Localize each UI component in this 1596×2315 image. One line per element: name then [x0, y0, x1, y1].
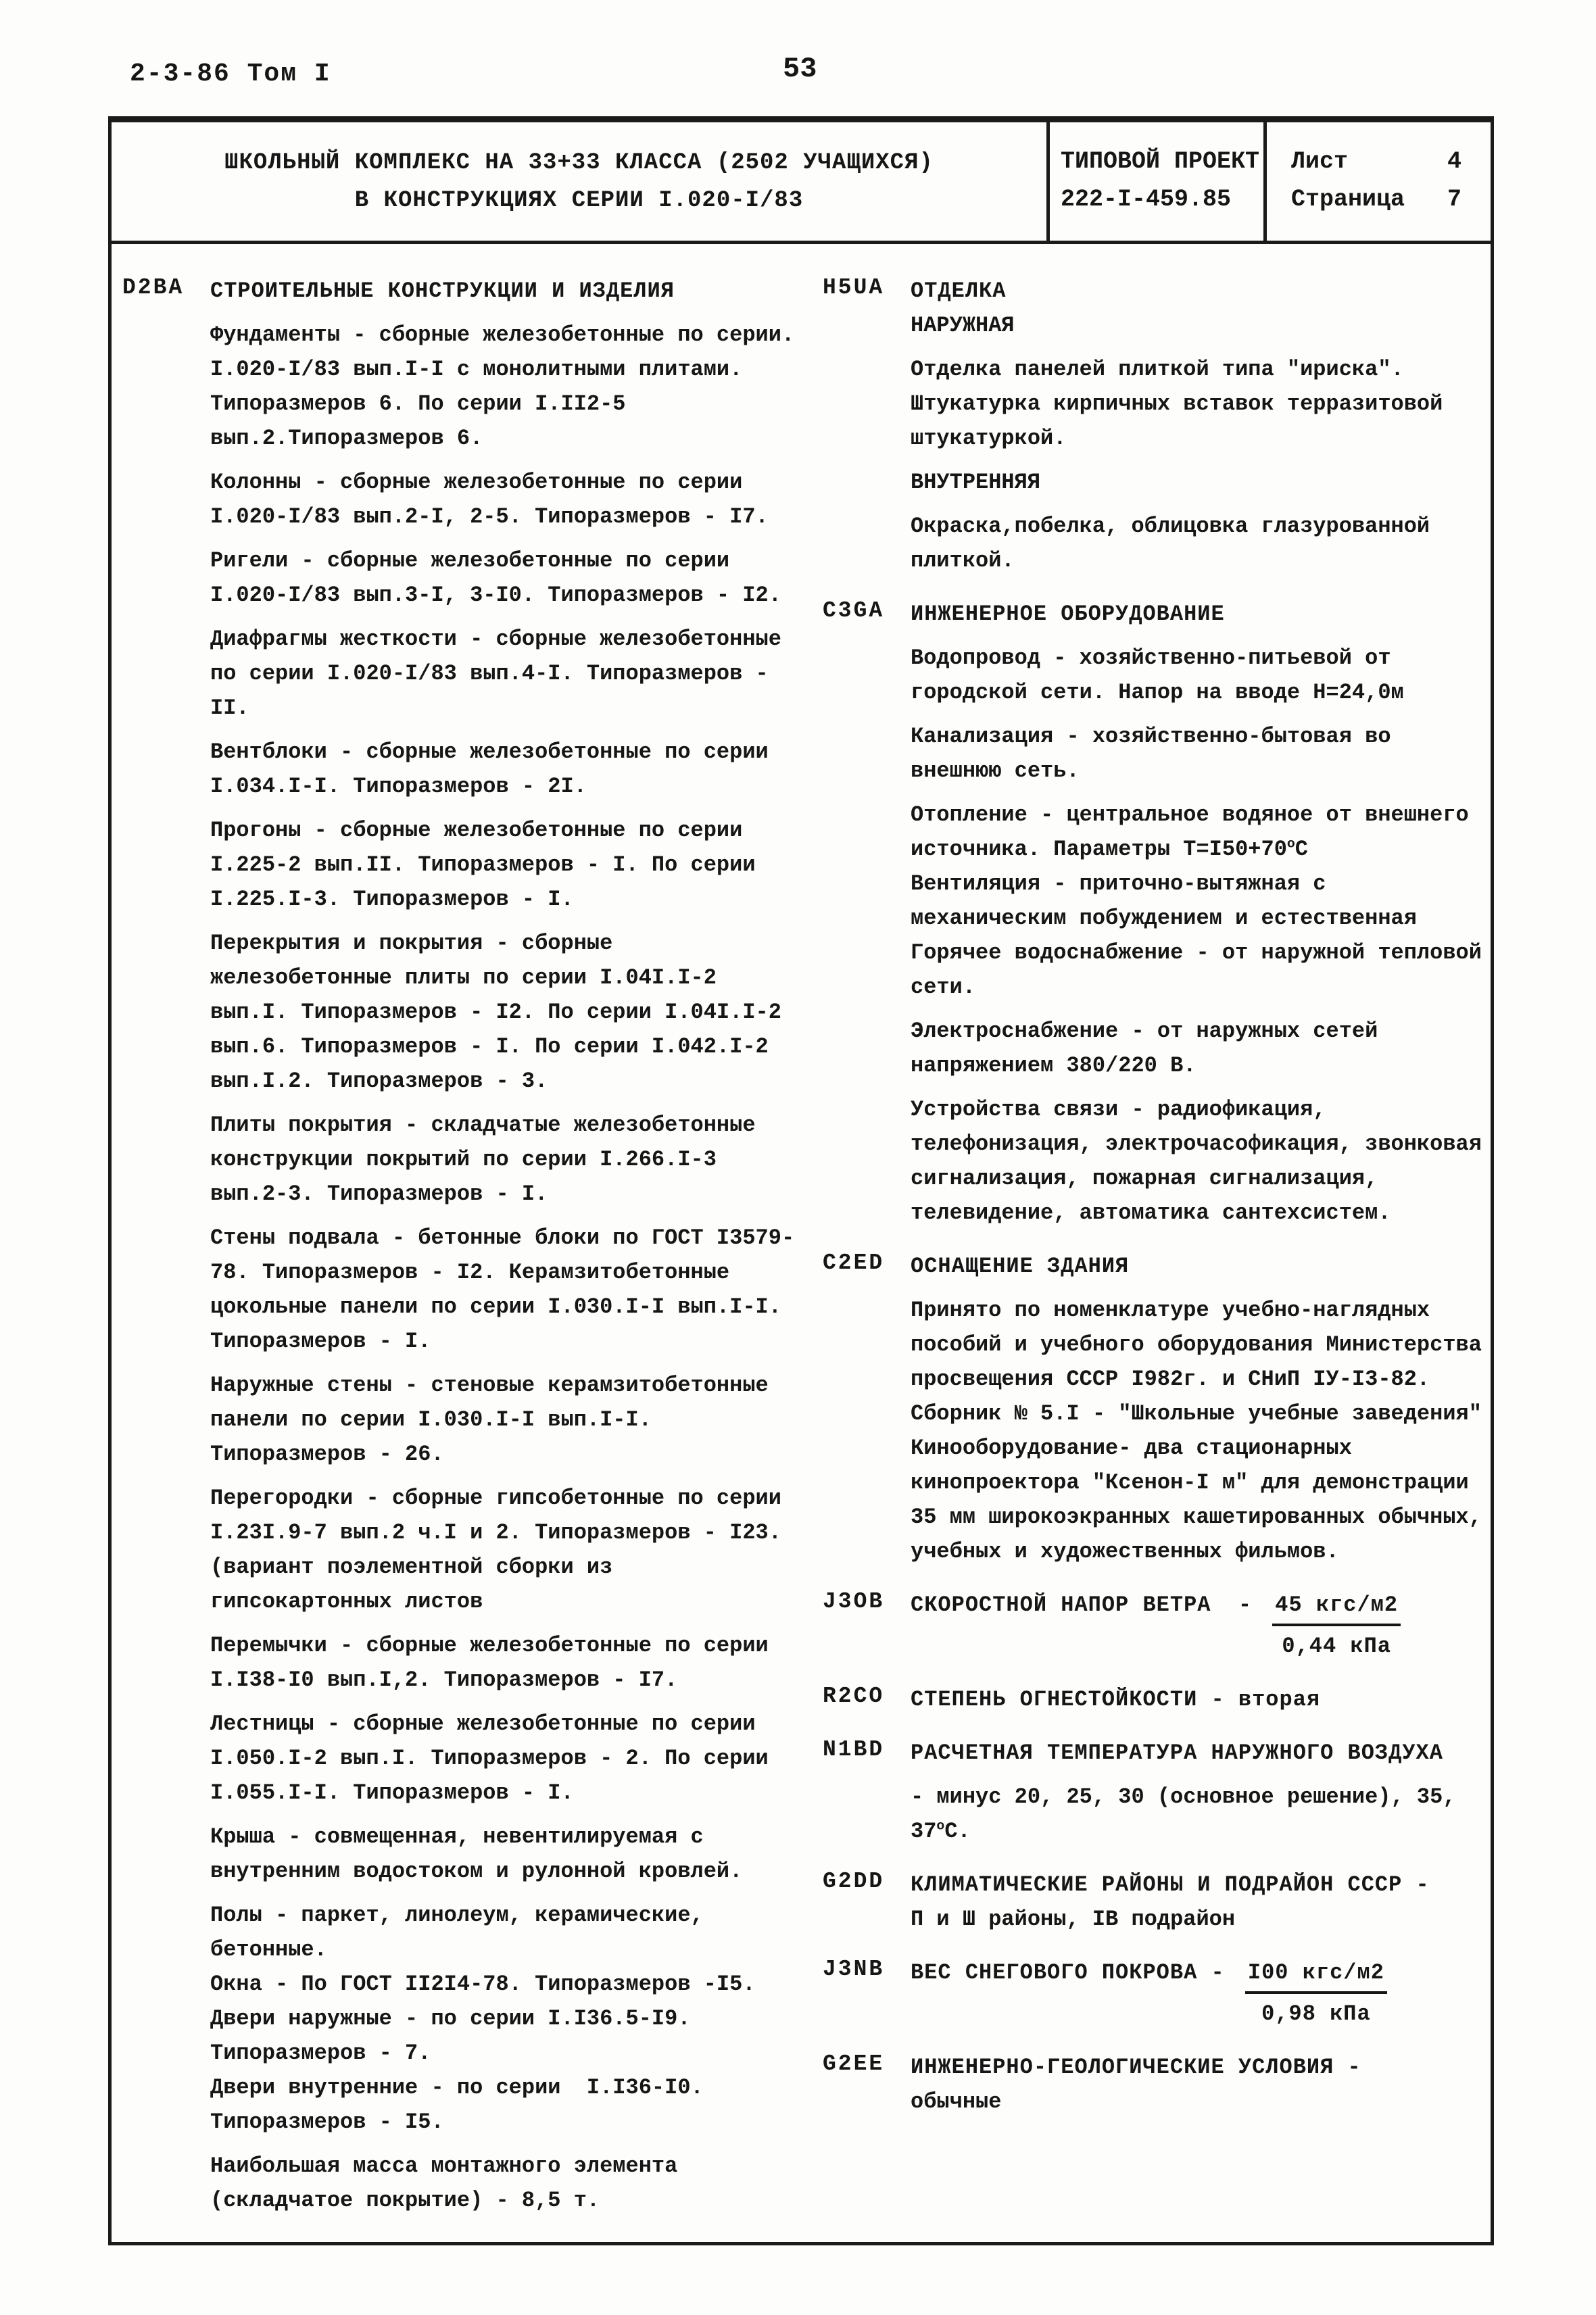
document-title-line1: ШКОЛЬНЫЙ КОМПЛЕКС НА 33+33 КЛАССА (2502 УЧАЩИХСЯ) — [224, 149, 934, 176]
section-J3NB — [823, 1955, 1485, 2031]
paragraph: Кинооборудование- два стационарных кинопроектора "Ксенон-I м" для демонстрации 35 мм широкоэкранных кашетированных обычных, учебных и художественных фильмов. — [911, 1436, 1495, 1564]
left-column — [122, 274, 806, 2218]
paragraph: Электроснабжение - от наружных сетей напряжением 380/220 В. — [911, 1019, 1391, 1078]
section-content — [911, 1249, 1495, 1569]
section-D2BA — [122, 274, 806, 2218]
document-frame — [108, 116, 1494, 2245]
paragraph: Стены подвала - бетонные блоки по ГОСТ I3579-78. Типоразмеров - I2. Керамзитобетонные цокольные панели по серии I.030.I-I вып.I-I. Типоразмеров - I. — [210, 1225, 795, 1354]
paragraph: Устройства связи - радиофикация, телефонизация, электрочасофикация, звонковая сигнализация, пожарная сигнализация, телевидение, автоматика сантехсистем. — [911, 1097, 1495, 1225]
paragraph: Полы - паркет, линолеум, керамические, бетонные. — [210, 1903, 717, 1962]
title-cell — [112, 122, 1046, 241]
paragraph: Диафрагмы жесткости - сборные железобетонные по серии I.020-I/83 вып.4-I. Типоразмеров - II. — [210, 627, 795, 721]
subheading: НАРУЖНАЯ — [911, 313, 1015, 338]
section-heading: ОСНАЩЕНИЕ ЗДАНИЯ — [911, 1254, 1130, 1279]
section-content — [210, 274, 806, 2218]
right-column — [823, 274, 1495, 2119]
section-G2EE — [823, 2050, 1485, 2119]
section-J3OB — [823, 1588, 1485, 1663]
project-number: 222-I-459.85 — [1061, 186, 1232, 213]
section-code: Н5UA — [823, 275, 885, 300]
paragraph: Колонны - сборные железобетонные по серии I.020-I/83 вып.2-I, 2-5. Типоразмеров - I7. — [210, 470, 769, 529]
page-value: 7 — [1447, 186, 1461, 213]
title-block — [112, 122, 1491, 244]
section-content — [911, 1682, 1485, 1717]
paragraph: Окна - По ГОСТ II2I4-78. Типоразмеров -I5. — [210, 1972, 756, 1997]
section-code: J3OB — [823, 1589, 885, 1614]
section-heading: СТЕПЕНЬ ОГНЕСТОЙКОСТИ - вторая — [911, 1687, 1321, 1712]
value-alt-unit: 0,44 кПа — [1282, 1634, 1391, 1659]
section-code: G2DD — [823, 1869, 885, 1894]
project-cell — [1046, 122, 1263, 241]
section-heading: СКОРОСТНОЙ НАПОР ВЕТРА - $\frac{\text{45 кгс/м2}}{\text{0,44 кПа}}$ — [911, 1588, 1485, 1663]
degree-superscript: о — [1286, 835, 1295, 852]
paragraph: Наибольшая масса монтажного элемента (складчатое покрытие) - 8,5 т. — [210, 2153, 691, 2213]
degree-superscript: о — [936, 1818, 945, 1834]
sheet-label: Лист — [1291, 148, 1349, 175]
subheading: ВНУТРЕННЯЯ — [911, 470, 1041, 495]
paragraph: Лестницы - сборные железобетонные по серии I.050.I-2 вып.I. Типоразмеров - 2. По серии I.055.I-I. Типоразмеров - I. — [210, 1711, 781, 1805]
paragraph: Окраска,побелка, облицовка глазурованной плиткой. — [911, 514, 1443, 573]
section-content — [911, 597, 1495, 1230]
project-type-label: ТИПОВОЙ ПРОЕКТ — [1061, 148, 1260, 175]
paragraph: Перегородки - сборные гипсобетонные по серии I.23I.9-7 вып.2 ч.I и 2. Типоразмеров - I23. (вариант поэлементной сборки из гипсокартонных листов — [210, 1486, 795, 1614]
volume-label: 2-3-86 Том I — [130, 59, 331, 89]
section-content — [911, 2050, 1485, 2119]
document-title-line2: В КОНСТРУКЦИЯХ СЕРИИ I.020-I/83 — [354, 187, 804, 214]
value-alt-unit: 0,98 кПа — [1261, 2001, 1371, 2026]
value-underlined: 45 кгс/м2 — [1272, 1588, 1401, 1626]
section-heading: СТРОИТЕЛЬНЫЕ КОНСТРУКЦИИ И ИЗДЕЛИЯ — [210, 278, 675, 303]
section-heading: ИНЖЕНЕРНО-ГЕОЛОГИЧЕСКИЕ УСЛОВИЯ - — [911, 2055, 1361, 2080]
paragraph: Отделка панелей плиткой типа "ириска". Штукатурка кирпичных вставок терразитовой штукатуркой. — [911, 357, 1456, 451]
section-N1BD — [823, 1736, 1485, 1849]
paragraph: Принято по номенклатуре учебно-наглядных пособий и учебного оборудования Министерства просвещения СССР I982г. и СНиП IУ-I3-82. Сборник № 5.I - "Школьные учебные заведения" — [911, 1298, 1495, 1426]
section-code: J3NB — [823, 1957, 885, 1982]
paragraph: Канализация - хозяйственно-бытовая во внешнюю сеть. — [911, 724, 1404, 783]
page-number: 53 — [783, 53, 817, 85]
section-C3GA — [823, 597, 1495, 1230]
section-heading: РАСЧЕТНАЯ ТЕМПЕРАТУРА НАРУЖНОГО ВОЗДУХА — [911, 1740, 1443, 1765]
paragraph: Фундаменты - сборные железобетонные по серии. I.020-I/83 вып.I-I с монолитными плитами. Типоразмеров 6. По серии I.II2-5 вып.2.Типоразмеров 6. — [210, 322, 808, 451]
paragraph: Перекрытия и покрытия - сборные железобетонные плиты по серии I.04I.I-2 вып.I. Типоразмеров - I2. По серии I.04I.I-2 вып.6. Типоразмеров - I. По серии I.042.I-2 вып.I.2. Типоразмеров - 3. — [210, 931, 795, 1094]
page-line — [1291, 180, 1461, 218]
paragraph: Горячее водоснабжение - от наружной тепловой сети. — [911, 940, 1495, 1000]
paragraph: Водопровод - хозяйственно-питьевой от городской сети. Напор на вводе Н=24,0м — [911, 645, 1404, 705]
paragraph: - минус 20, 25, 30 (основное решение), 35, $37^оС$. — [911, 1784, 1469, 1844]
paragraph: Двери наружные - по серии I.I36.5-I9. Типоразмеров - 7. — [210, 2006, 704, 2066]
value-underlined: I00 кгс/м2 — [1245, 1955, 1387, 1994]
paragraph: Плиты покрытия - складчатые железобетонные конструкции покрытий по серии I.266.I-3 вып.2-3. Типоразмеров - I. — [210, 1113, 769, 1207]
section-content — [911, 1868, 1485, 1936]
paragraph: обычные — [911, 2089, 1002, 2114]
section-C2ED — [823, 1249, 1495, 1569]
section-code: C2ED — [823, 1250, 885, 1275]
paragraph: Перемычки - сборные железобетонные по серии I.I38-I0 вып.I,2. Типоразмеров - I7. — [210, 1633, 781, 1692]
section-content — [911, 1955, 1485, 2031]
paragraph: Вентблоки - сборные железобетонные по серии I.034.I-I. Типоразмеров - 2I. — [210, 739, 781, 799]
paragraph: Наружные стены - стеновые керамзитобетонные панели по серии I.030.I-I вып.I-I. Типоразмеров - 26. — [210, 1373, 781, 1467]
value-fraction — [1245, 1955, 1387, 2031]
section-code: R2CO — [823, 1684, 885, 1709]
paragraph: Вентиляция - приточно-вытяжная с механическим побуждением и естественная — [911, 871, 1417, 931]
section-code: C3GA — [823, 598, 885, 623]
section-heading: ИНЖЕНЕРНОЕ ОБОРУДОВАНИЕ — [911, 602, 1225, 627]
section-heading: ВЕС СНЕГОВОГО ПОКРОВА - $\frac{\text{I00 кгс/м2}}{\text{0,98 кПа}}$ — [911, 1955, 1485, 2031]
paragraph: Ригели - сборные железобетонные по серии I.020-I/83 вып.3-I, 3-I0. Типоразмеров - I2. — [210, 548, 781, 608]
section-code: D2BA — [122, 275, 185, 300]
section-content — [911, 1736, 1485, 1849]
sheet-cell — [1263, 122, 1491, 241]
paragraph: Прогоны - сборные железобетонные по серии I.225-2 вып.II. Типоразмеров - I. По серии I.225.I-3. Типоразмеров - I. — [210, 818, 769, 912]
paragraph: Двери внутренние - по серии I.I36-I0. Типоразмеров - I5. — [210, 2075, 717, 2135]
section-heading: КЛИМАТИЧЕСКИЕ РАЙОНЫ И ПОДРАЙОН СССР - — [911, 1872, 1430, 1897]
paragraph: Крыша - совмещенная, невентилируемая с внутренним водостоком и рулонной кровлей. — [210, 1824, 743, 1884]
section-G2DD — [823, 1868, 1485, 1936]
sheet-value: 4 — [1447, 148, 1461, 175]
sheet-line — [1291, 143, 1461, 180]
section-Н5UA — [823, 274, 1485, 578]
section-content — [911, 1588, 1485, 1663]
section-code: G2EE — [823, 2051, 885, 2076]
value-fraction — [1272, 1588, 1401, 1663]
section-content — [911, 274, 1485, 578]
section-heading: ОТДЕЛКА — [911, 278, 1007, 303]
section-code: N1BD — [823, 1737, 885, 1762]
section-R2CO — [823, 1682, 1485, 1717]
page-label: Страница — [1291, 186, 1405, 213]
paragraph: Отопление - центральное водяное от внешнего источника. Параметры $Т=I50+70^оС$ — [911, 802, 1482, 862]
paragraph: П и Ш районы, IВ подрайон — [911, 1907, 1236, 1932]
